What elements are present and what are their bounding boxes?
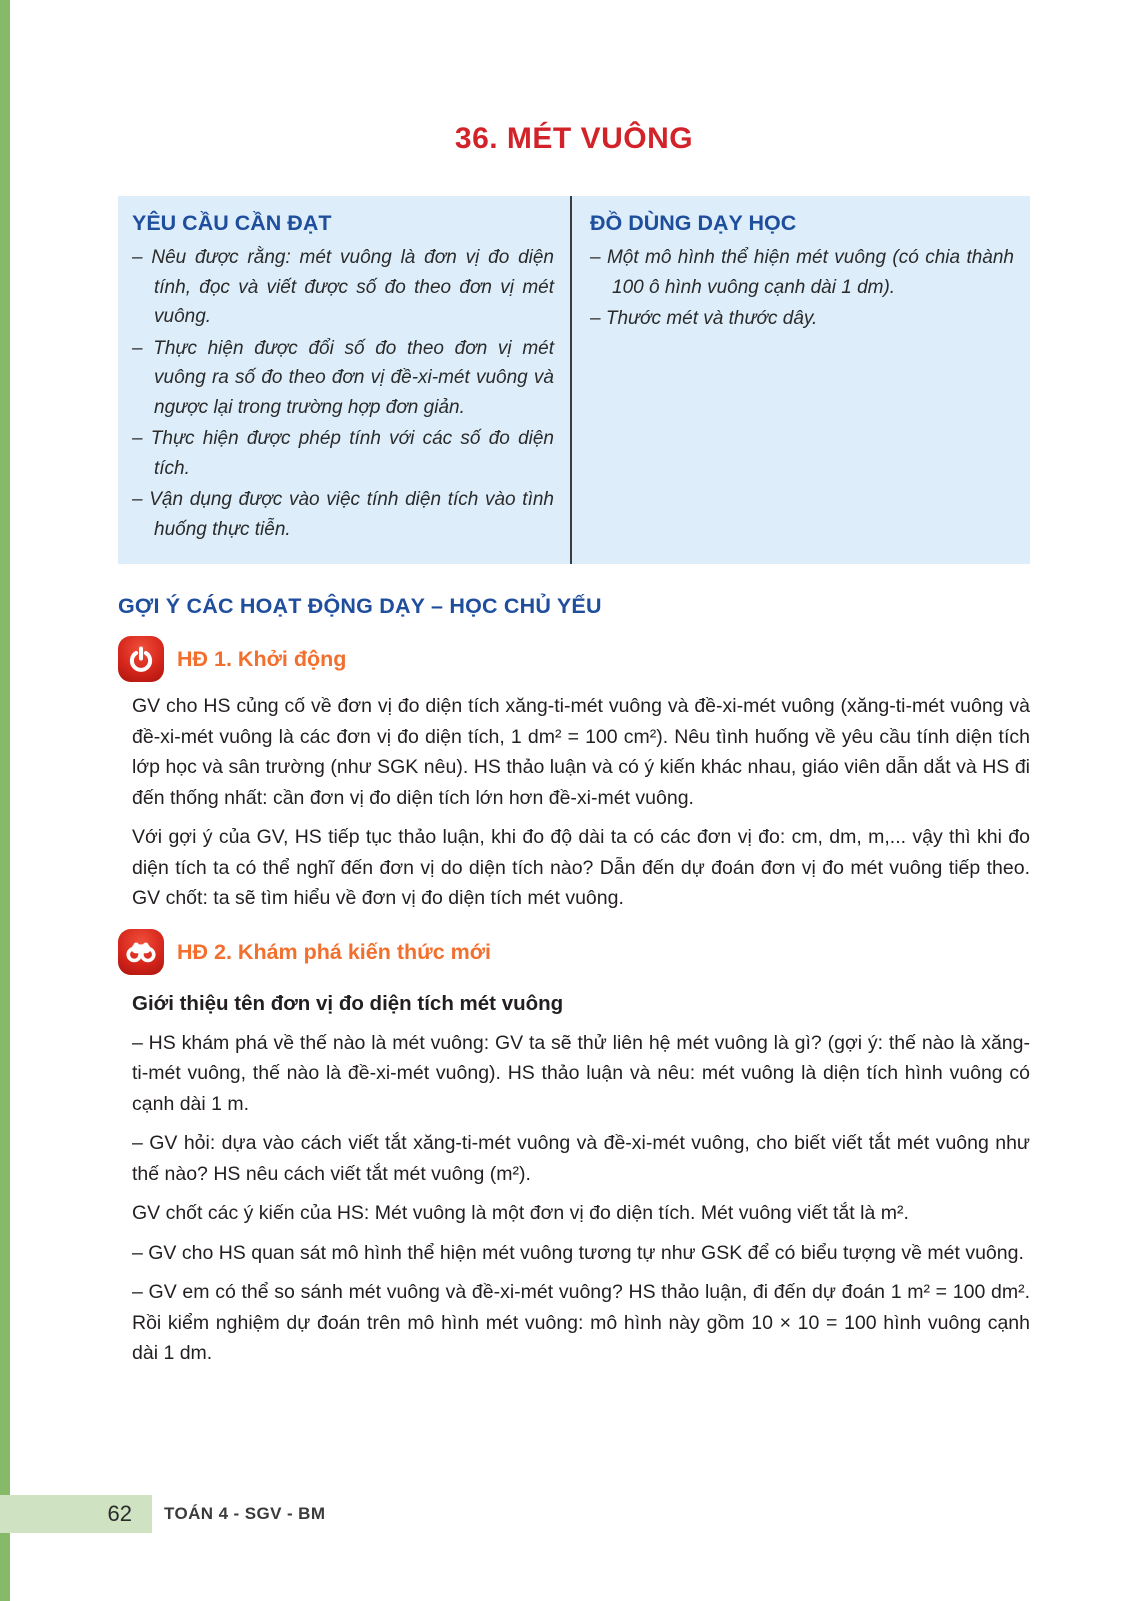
material-item: – Một mô hình thể hiện mét vuông (có chia thành 100 ô hình vuông cạnh dài 1 dm). [590, 247, 1014, 298]
lesson-info-table [118, 196, 1030, 564]
requirements-column [118, 196, 570, 564]
activity-2-header [118, 929, 1030, 975]
page-number-bar [0, 1495, 152, 1533]
lesson-title: 36. MÉT VUÔNG [454, 122, 694, 155]
requirement-item: – Thực hiện được phép tính với các số đo diện tích. [132, 428, 554, 479]
activity-1-paragraph: GV cho HS củng cố về đơn vị đo diện tích xăng-ti-mét vuông và đề-xi-mét vuông (xăng-ti-mét vuông và đề-xi-mét vuông là các đơn vị đo diện tích, 1 dm² = 100 cm²). Nêu tình huống về yêu cầu tính diện tích lớp học và sân trường (như SGK nêu). HS thảo luận và có ý kiến khác nhau, giáo viên dẫn dắt và HS đi đến thống nhất: cần đơn vị đo diện tích lớn hơn đề-xi-mét vuông. [132, 695, 1030, 809]
activity-1-paragraph: Với gợi ý của GV, HS tiếp tục thảo luận, khi đo độ dài ta có các đơn vị đo: cm, dm, m,... vậy thì khi đo diện tích ta có thể nghĩ đến đơn vị do diện tích nào? Dẫn đến dự đoán đơn vị đo mét vuông tiếp theo. GV chốt: ta sẽ tìm hiểu về đơn vị đo diện tích mét vuông. [132, 826, 1030, 909]
requirement-item: – Thực hiện được đổi số đo theo đơn vị mét vuông ra số đo theo đơn vị đề-xi-mét vuông và ngược lại trong trường hợp đơn giản. [132, 337, 554, 418]
material-item: – Thước mét và thước dây. [590, 308, 818, 329]
activity-1-header [118, 636, 1030, 682]
requirements-header: YÊU CẦU CẦN ĐẠT [132, 211, 332, 235]
activity-1-title: HĐ 1. Khởi động [177, 647, 347, 671]
page-number: 62 [107, 1501, 132, 1526]
activity-2-paragraph: – GV hỏi: dựa vào cách viết tắt xăng-ti-mét vuông và đề-xi-mét vuông, cho biết viết tắt mét vuông như thế nào? HS nêu cách viết tắt mét vuông (m²). [132, 1132, 1030, 1185]
page-content [118, 0, 1030, 1378]
activity-2-paragraph: – GV em có thể so sánh mét vuông và đề-xi-mét vuông? HS thảo luận, đi đến dự đoán 1 m² = 100 dm². Rồi kiểm nghiệm dự đoán trên mô hình mét vuông: mô hình này gồm 10 × 10 = 100 hình vuông cạnh dài 1 dm. [132, 1281, 1030, 1364]
activity-2-paragraph: GV chốt các ý kiến của HS: Mét vuông là một đơn vị đo diện tích. Mét vuông viết tắt là m². [132, 1202, 909, 1224]
left-edge-strip [0, 0, 10, 1601]
activity-2-title: HĐ 2. Khám phá kiến thức mới [177, 939, 491, 964]
power-icon [118, 636, 164, 682]
requirement-item: – Nêu được rằng: mét vuông là đơn vị đo diện tính, đọc và viết được số đo theo đơn vị mét vuông. [132, 247, 554, 327]
requirement-item: – Vận dụng được vào việc tính diện tích vào tình huống thực tiễn. [132, 489, 554, 540]
activities-section-heading: GỢI Ý CÁC HOẠT ĐỘNG DẠY – HỌC CHỦ YẾU [118, 594, 602, 618]
materials-header: ĐỒ DÙNG DẠY HỌC [590, 211, 797, 235]
activity-2-paragraph: – GV cho HS quan sát mô hình thể hiện mét vuông tương tự như GSK để có biểu tượng về mét vuông. [132, 1241, 1024, 1264]
activity-2-subheading: Giới thiệu tên đơn vị đo diện tích mét vuông [132, 991, 564, 1015]
binoculars-icon [118, 929, 164, 975]
book-label: TOÁN 4 - SGV - BM [164, 1504, 326, 1523]
materials-column [570, 196, 1030, 564]
activity-2-paragraph: – HS khám phá về thế nào là mét vuông: GV ta sẽ thử liên hệ mét vuông là gì? (gợi ý: thế nào là xăng-ti-mét vuông, thế nào là đề-xi-mét vuông). HS thảo luận và nêu: mét vuông là diện tích hình vuông có cạnh dài 1 m. [132, 1031, 1030, 1115]
